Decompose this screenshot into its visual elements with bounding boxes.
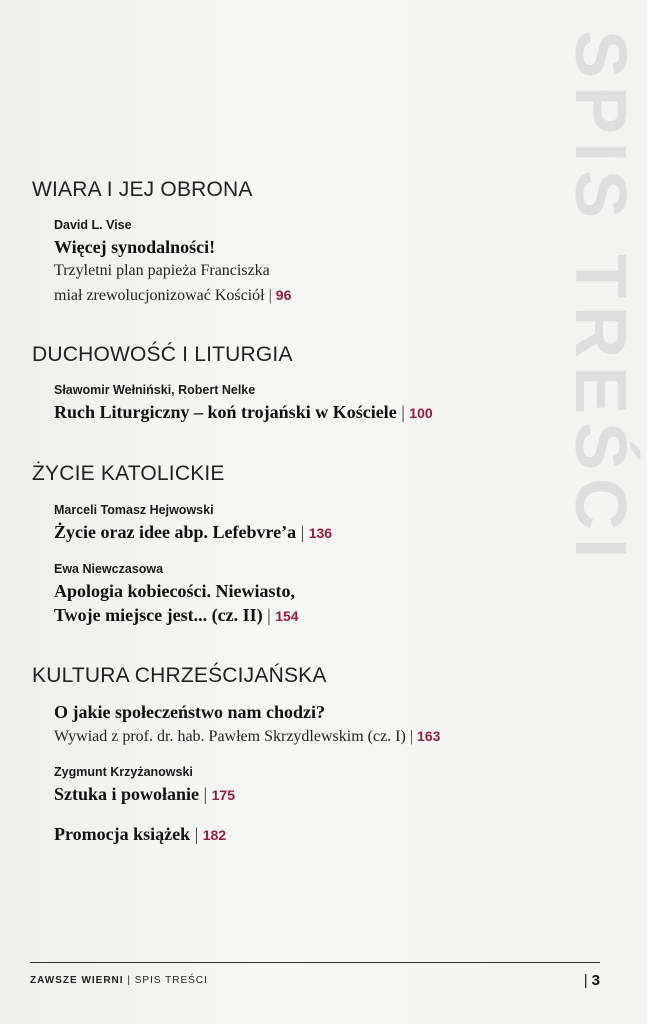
entry-page-number: 136	[308, 525, 333, 541]
toc-entry-lefebvre[interactable]: Marceli Tomasz Hejwowski Życie oraz idee abp. Lefebvre’a | 136	[54, 503, 333, 542]
footer-running-head: ZAWSZE WIERNI | SPIS TREŚCI	[30, 975, 208, 986]
entry-author: Sławomir Wełniński, Robert Nelke	[54, 383, 256, 397]
section-title-duchowosc: DUCHOWOŚĆ I LITURGIA	[32, 343, 293, 366]
entry-headline: O jakie społeczeństwo nam chodzi?	[54, 702, 325, 722]
entry-headline: Więcej synodalności!	[54, 237, 216, 257]
section-title-wiara: WIARA I JEJ OBRONA	[32, 178, 253, 201]
entry-headline: Ruch Liturgiczny – koń trojański w Kościele	[54, 402, 397, 422]
entry-page-number: 175	[211, 787, 235, 803]
entry-headline: Życie oraz idee abp. Lefebvre’a	[54, 522, 297, 542]
toc-entry-apologia[interactable]: Ewa Niewczasowa Apologia kobiecości. Niewiasto, Twoje miejsce jest... (cz. II) | 154	[54, 562, 299, 625]
entry-page-number: 100	[409, 405, 433, 421]
entry-headline-2: Twoje miejsce jest... (cz. II)	[54, 605, 263, 625]
toc-entry-ruch-liturgiczny[interactable]: Sławomir Wełniński, Robert Nelke Ruch Liturgiczny – koń trojański w Kościele | 100	[54, 383, 433, 422]
entry-page-number: 96	[275, 287, 292, 303]
toc-entry-synodalnosc[interactable]: David L. Vise Więcej synodalności! Trzyletni plan papieża Franciszka miał zrewolucjonizować Kościół | 96	[54, 218, 292, 304]
entry-author: Marceli Tomasz Hejwowski	[54, 503, 214, 517]
entry-page-number: 163	[417, 728, 441, 744]
entry-author: Zygmunt Krzyżanowski	[54, 765, 193, 779]
entry-headline: Apologia kobiecości. Niewiasto,	[54, 581, 295, 601]
entry-subtitle: Wywiad z prof. dr. hab. Pawłem Skrzydlewskim (cz. I)	[54, 728, 406, 745]
toc-entry-promocja[interactable]: Promocja książek | 182	[54, 824, 227, 844]
entry-subtitle-2: miał zrewolucjonizować Kościół	[54, 287, 265, 304]
toc-entry-spoleczenstwo[interactable]: O jakie społeczeństwo nam chodzi? Wywiad z prof. dr. hab. Pawłem Skrzydlewskim (cz. I) | 163	[54, 702, 441, 745]
page-number: | 3	[583, 972, 600, 989]
section-title-kultura: KULTURA CHRZEŚCIJAŃSKA	[32, 664, 327, 687]
magazine-name: ZAWSZE WIERNI	[30, 975, 124, 986]
footer-section-name: SPIS TREŚCI	[134, 975, 208, 986]
entry-subtitle: Trzyletni plan papieża Franciszka	[54, 262, 270, 279]
entry-headline: Sztuka i powołanie	[54, 784, 200, 804]
entry-page-number: 182	[202, 827, 227, 843]
entry-author: Ewa Niewczasowa	[54, 562, 164, 576]
entry-page-number: 154	[275, 608, 299, 624]
toc-entry-sztuka[interactable]: Zygmunt Krzyżanowski Sztuka i powołanie | 175	[54, 765, 235, 804]
section-title-zycie-katolickie: ŻYCIE KATOLICKIE	[32, 462, 225, 485]
footer-divider	[30, 962, 600, 963]
entry-headline: Promocja książek	[54, 824, 191, 844]
side-title-watermark: SPIS TREŚCI	[560, 30, 640, 567]
entry-author: David L. Vise	[54, 218, 132, 232]
